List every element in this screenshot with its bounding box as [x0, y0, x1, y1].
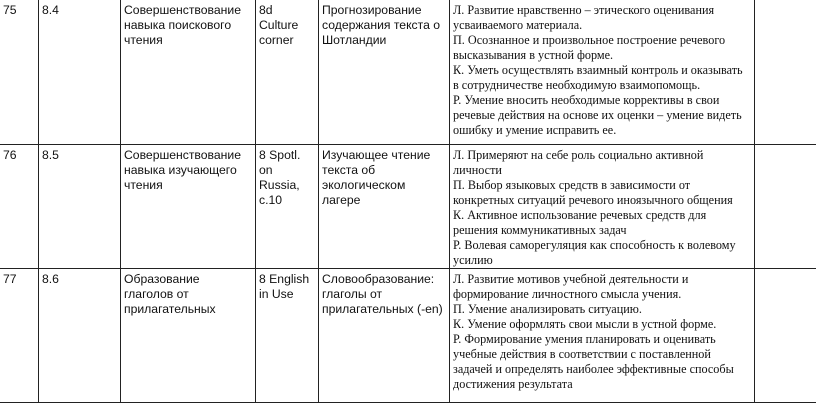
- outcome-personal: Л. Развитие нравственно – этического оценивания усваиваемого материала.: [453, 3, 751, 33]
- table-row: [0, 0, 816, 145]
- lesson-topic: Совершенствование навыка поискового чтения: [121, 0, 256, 145]
- lesson-number: 75: [0, 0, 39, 145]
- outcome-communicative: К. Уметь осуществлять взаимный контроль и оказывать в сотрудничестве необходимую взаимопомощь.: [453, 63, 751, 93]
- outcome-personal: Л. Примеряют на себе роль социально активной личности: [453, 148, 751, 178]
- lesson-code: 8.5: [39, 145, 121, 269]
- outcome-regulatory: Р. Формирование умения планировать и оценивать учебные действия в соответствии с поставленной задачей и определять наиболее эффективные способы достижения результата: [453, 332, 751, 392]
- learning-outcomes: [450, 269, 755, 403]
- lesson-content: Изучающее чтение текста об экологическом лагере: [319, 145, 450, 269]
- lesson-content: Словообразование: глаголы от прилагательных (-en): [319, 269, 450, 403]
- lesson-number: 77: [0, 269, 39, 403]
- lesson-code: 8.6: [39, 269, 121, 403]
- learning-outcomes: [450, 0, 755, 145]
- lesson-content: Прогнозирование содержания текста о Шотландии: [319, 0, 450, 145]
- textbook-module: 8d Culture corner: [256, 0, 319, 145]
- empty-cell: [755, 269, 816, 403]
- outcome-cognitive: П. Осознанное и произвольное построение речевого высказывания в устной форме.: [453, 33, 751, 63]
- outcome-cognitive: П. Выбор языковых средств в зависимости от конкретных ситуаций речевого иноязычного общения: [453, 178, 751, 208]
- lesson-number: 76: [0, 145, 39, 269]
- outcome-communicative: К. Активное использование речевых средств для решения коммуникативных задач: [453, 208, 751, 238]
- outcome-regulatory: Р. Умение вносить необходимые коррективы в свои речевые действия на основе их оценки – умение видеть ошибку и умение исправить ее.: [453, 93, 751, 138]
- lesson-code: 8.4: [39, 0, 121, 145]
- textbook-module: 8 English in Use: [256, 269, 319, 403]
- empty-cell: [755, 0, 816, 145]
- textbook-module: 8 Spotl. on Russia, c.10: [256, 145, 319, 269]
- outcome-personal: Л. Развитие мотивов учебной деятельности и формирование личностного смысла учения.: [453, 272, 751, 302]
- lesson-topic: Образование глаголов от прилагательных: [121, 269, 256, 403]
- learning-outcomes: [450, 145, 755, 269]
- table-row: [0, 145, 816, 269]
- empty-cell: [755, 145, 816, 269]
- lesson-topic: Совершенствование навыка изучающего чтения: [121, 145, 256, 269]
- table-row: [0, 269, 816, 403]
- outcome-communicative: К. Умение оформлять свои мысли в устной форме.: [453, 317, 751, 332]
- outcome-cognitive: П. Умение анализировать ситуацию.: [453, 302, 751, 317]
- outcome-regulatory: Р. Волевая саморегуляция как способность к волевому усилию: [453, 238, 751, 268]
